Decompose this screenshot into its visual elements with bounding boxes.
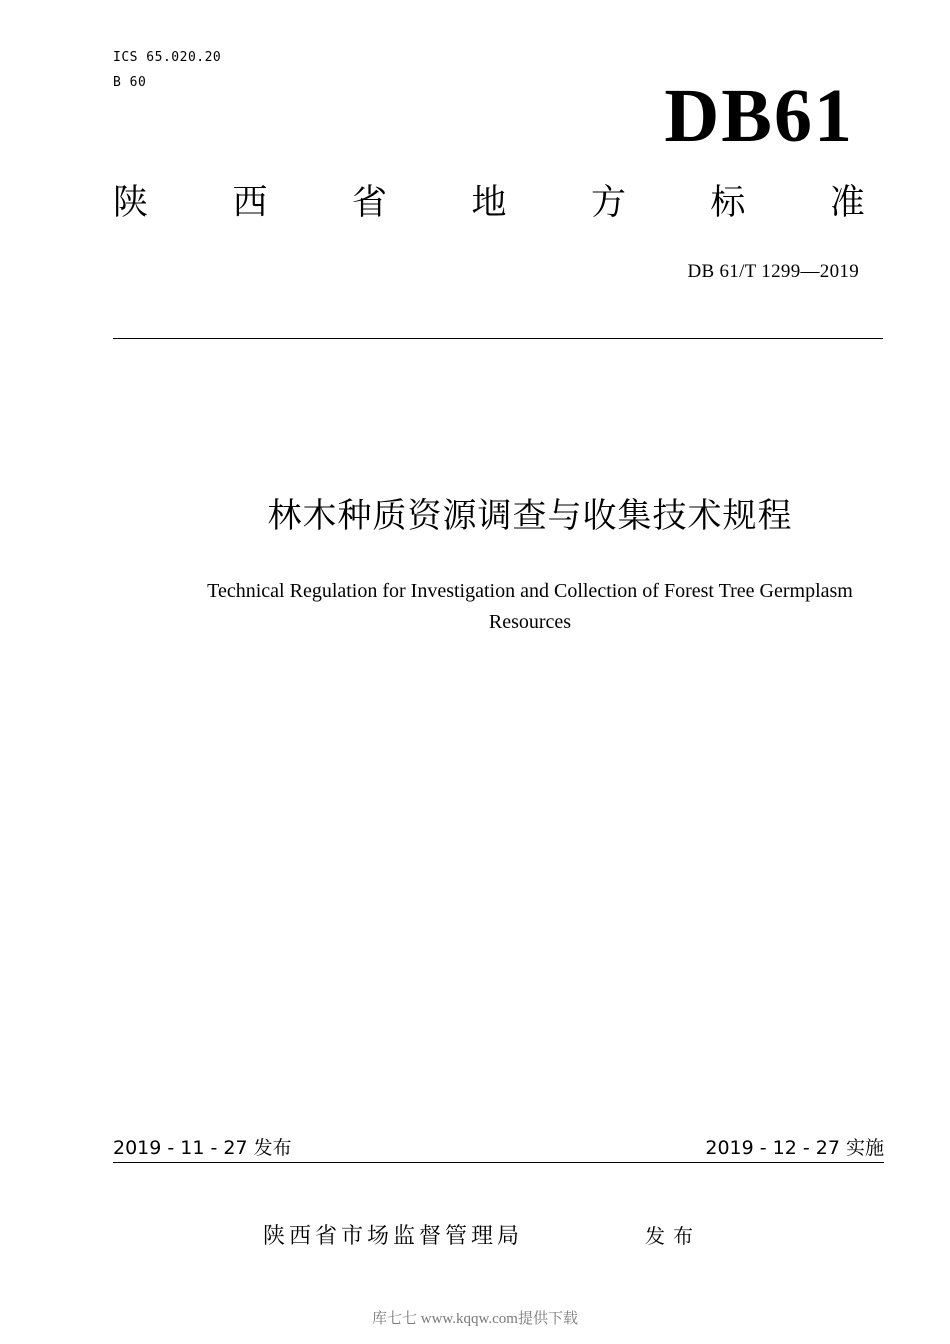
header-divider bbox=[113, 338, 883, 339]
standard-category-char: 省 bbox=[351, 183, 387, 223]
standard-category-char: 地 bbox=[471, 183, 507, 223]
standard-number: DB 61/T 1299—2019 bbox=[687, 261, 859, 282]
standard-category-char: 准 bbox=[829, 183, 865, 223]
issued-label: 发布 bbox=[645, 1224, 701, 1248]
ics-code: ICS 65.020.20 bbox=[113, 50, 222, 65]
english-title-line: Technical Regulation for Investigation and Collection of Forest Tree Germplasm bbox=[207, 580, 853, 602]
document-title-english bbox=[150, 576, 910, 638]
implementation-date: 2019 - 12 - 27 实施 bbox=[705, 1137, 884, 1159]
classification-code: B 60 bbox=[113, 75, 147, 90]
standard-category-char: 陕 bbox=[113, 183, 149, 223]
standard-category-char: 方 bbox=[590, 183, 626, 223]
standard-logo: DB61 bbox=[664, 74, 854, 158]
issuing-authority: 陕西省市场监督管理局 bbox=[263, 1224, 524, 1249]
document-title-chinese: 林木种质资源调查与收集技术规程 bbox=[267, 496, 793, 536]
english-title-line: Resources bbox=[488, 611, 572, 633]
footer-divider bbox=[113, 1162, 884, 1163]
standard-category-char: 西 bbox=[232, 183, 268, 223]
standard-category-title bbox=[113, 183, 865, 223]
issue-date: 2019 - 11 - 27 发布 bbox=[113, 1137, 292, 1159]
standard-category-char: 标 bbox=[710, 183, 746, 223]
download-watermark: 库七七 www.kqqw.com提供下载 bbox=[372, 1311, 578, 1327]
